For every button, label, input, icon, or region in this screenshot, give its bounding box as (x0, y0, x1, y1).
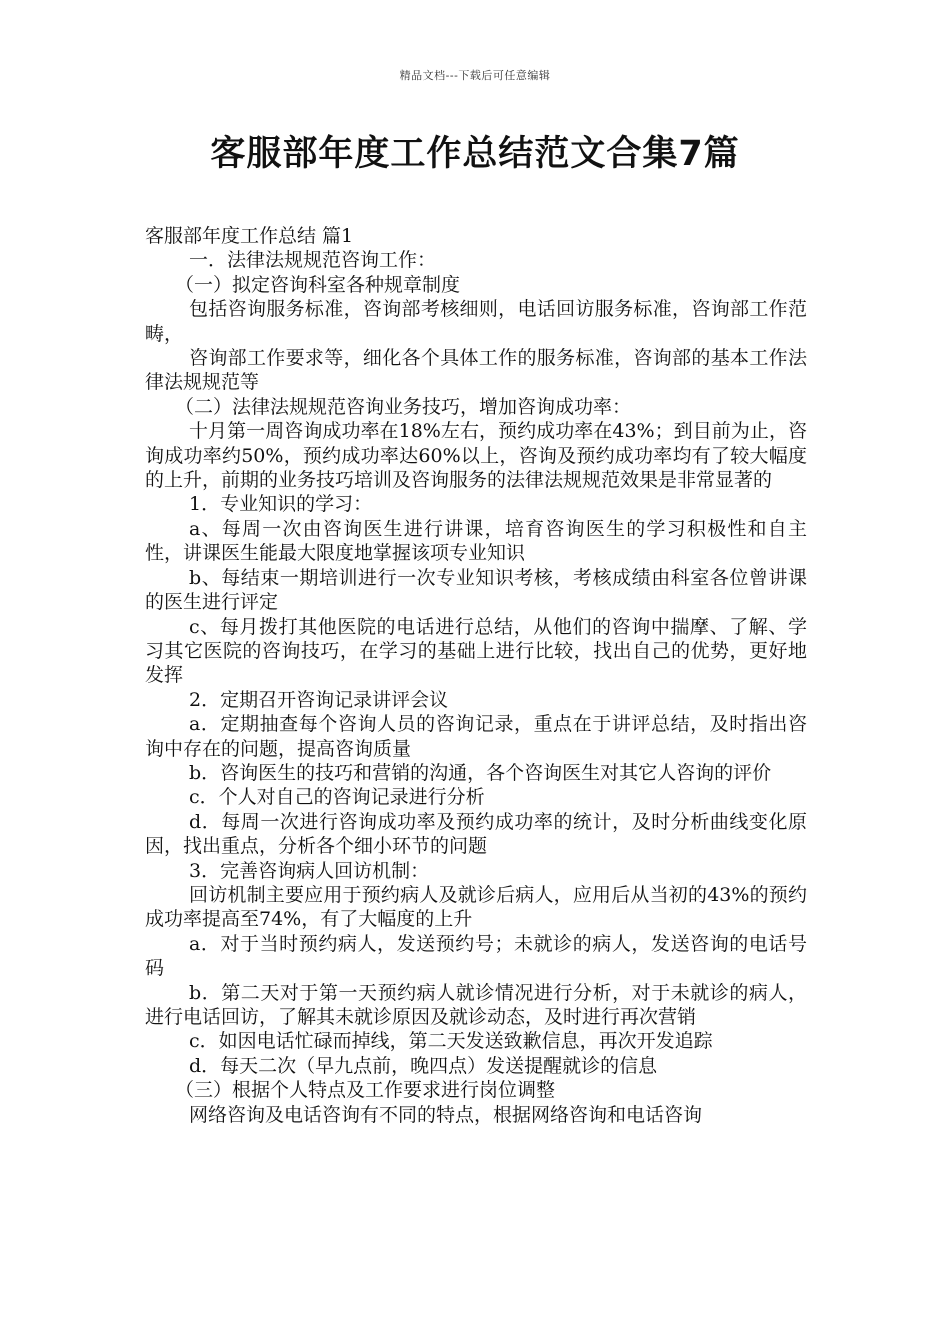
body-paragraph: c、每月拨打其他医院的电话进行总结，从他们的咨询中揣摩、了解、学习其它医院的咨询技巧，在学习的基础上进行比较，找出自己的优势，更好地发挥 (145, 615, 807, 687)
body-paragraph: 十月第一周咨询成功率在18%左右，预约成功率在43%；到目前为止，咨询成功率约50%，预约成功率达60%以上，咨询及预约成功率均有了较大幅度的上升，前期的业务技巧培训及咨询服务的法律法规规范效果是非常显著的 (145, 420, 807, 492)
body-paragraph: b．第二天对于第一天预约病人就诊情况进行分析，对于未就诊的病人，进行电话回访，了解其未就诊原因及就诊动态，及时进行再次营销 (145, 981, 807, 1028)
body-paragraph: d．每天二次（早九点前，晚四点）发送提醒就诊的信息 (189, 1054, 658, 1077)
body-paragraph: 3．完善咨询病人回访机制： (189, 859, 430, 882)
body-paragraph: b．咨询医生的技巧和营销的沟通，各个咨询医生对其它人咨询的评价 (189, 761, 772, 784)
body-paragraph: （三）根据个人特点及工作要求进行岗位调整 (175, 1079, 556, 1102)
body-paragraph: c．如因电话忙碌而掉线，第二天发送致歉信息，再次开发追踪 (189, 1030, 713, 1053)
document-header-note: 精品文档---下载后可任意编辑 (399, 69, 551, 82)
body-paragraph: 包括咨询服务标准，咨询部考核细则，电话回访服务标准，咨询部工作范畴， (145, 298, 807, 345)
body-paragraph: d．每周一次进行咨询成功率及预约成功率的统计，及时分析曲线变化原因，找出重点，分析各个细小环节的问题 (145, 810, 807, 858)
body-paragraph: 一．法律法规规范咨询工作： (189, 249, 437, 272)
body-paragraph: a、每周一次由咨询医生进行讲课，培育咨询医生的学习积极性和自主性，讲课医生能最大限度地掌握该项专业知识 (145, 517, 807, 565)
body-paragraph: a．定期抽查每个咨询人员的咨询记录，重点在于讲评总结，及时指出咨询中存在的问题，提高咨询质量 (145, 713, 807, 760)
body-paragraph: b、每结束一期培训进行一次专业知识考核，考核成绩由科室各位曾讲课的医生进行评定 (145, 566, 807, 614)
body-paragraph: 1．专业知识的学习： (189, 493, 373, 516)
body-paragraph: 咨询部工作要求等，细化各个具体工作的服务标准，咨询部的基本工作法律法规规范等 (145, 347, 807, 394)
body-paragraph: （一）拟定咨询科室各种规章制度 (175, 273, 461, 296)
body-paragraph: c．个人对自己的咨询记录进行分析 (189, 786, 485, 809)
body-paragraph: 回访机制主要应用于预约病人及就诊后病人，应用后从当初的43%的预约成功率提高至74%，有了大幅度的上升 (145, 883, 807, 931)
body-paragraph: a．对于当时预约病人，发送预约号；未就诊的病人，发送咨询的电话号码 (145, 932, 807, 980)
body-paragraph: 2．定期召开咨询记录讲评会议 (189, 688, 449, 711)
document-title: 客服部年度工作总结范文合集7篇 (210, 134, 740, 174)
document-body (145, 224, 807, 1127)
body-paragraph: 客服部年度工作总结 篇1 (145, 225, 354, 247)
body-paragraph: 网络咨询及电话咨询有不同的特点，根据网络咨询和电话咨询 (189, 1103, 703, 1126)
body-paragraph: （二）法律法规规范咨询业务技巧，增加咨询成功率： (175, 395, 632, 418)
